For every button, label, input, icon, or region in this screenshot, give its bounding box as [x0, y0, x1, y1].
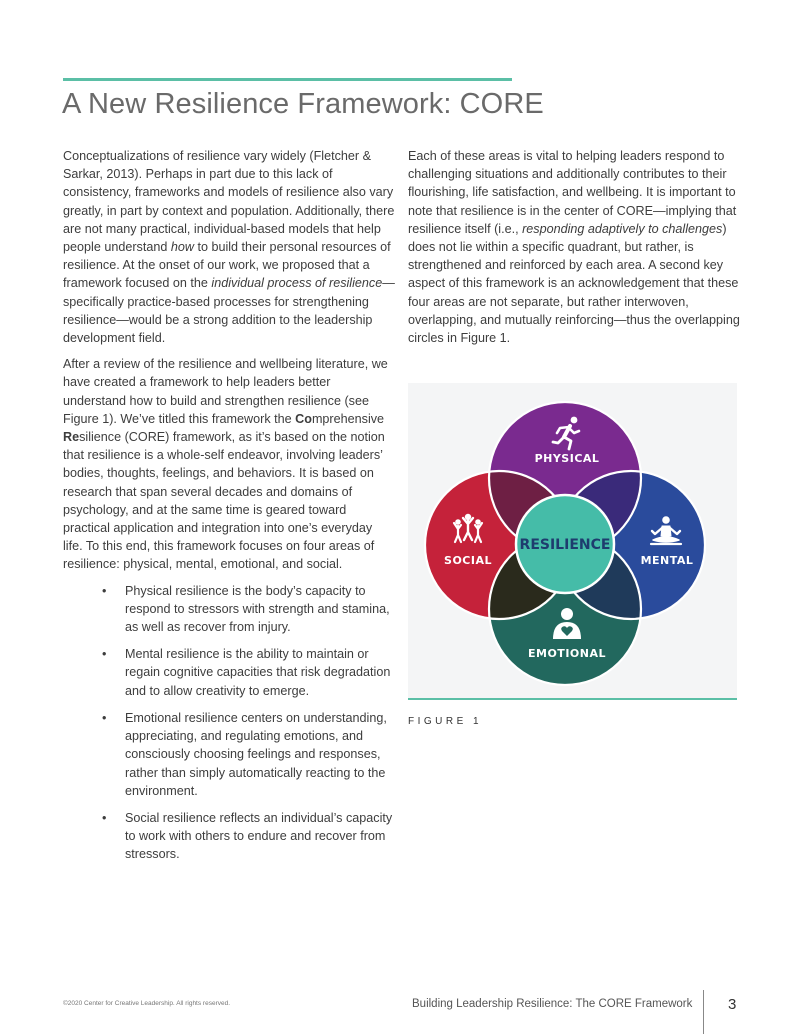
text-run: Conceptualizations of resilience vary widely (Fletcher & Sarkar, 2013). Perhaps in part due to this lack of consistency, frameworks and models of resilience also vary greatly, in part by context and population. Additionally, there are not many practical, individual-based models that help people understand [63, 149, 395, 255]
label-physical: PHYSICAL [534, 452, 600, 465]
text-run: silience (CORE) framework, as it’s based on the notion that resilience is a whole-self endeavor, involving leaders’ bodies, thoughts, feelings, and behaviors. It is based on research that span several decades and domains of psychology, and at the same time is geared toward practical application and integration into one’s everyday life. To this end, this framework focuses on four areas of resilience: physical, mental, emotional, and social. [63, 430, 385, 572]
figure-rule [408, 698, 737, 700]
title-rule [63, 78, 512, 81]
footer-document-title: Building Leadership Resilience: The CORE Framework [412, 998, 693, 1010]
text-run: After a review of the resilience and wellbeing literature, we have created a framework to help leaders better understand how to build and strengthen resilience (see Figure 1). We’ve titled this framework the [63, 357, 388, 426]
text-run: mprehensive [311, 411, 385, 426]
figure-1 [408, 383, 737, 698]
text-run: ) does not lie within a specific quadrant, but rather, is strengthened and reinforced by each area. A second key aspect of this framework is an acknowledgement that these four areas are not separate, but rather interwoven, overlapping, and mutually reinforcing—thus the overlapping circles in Figure 1. [408, 221, 740, 346]
list-item-physical: • Physical resilience is the body’s capacity to respond to stressors with strength and stamina, as well as recover from injury. [125, 582, 393, 637]
text-run: how [170, 240, 194, 255]
text-run: Each of these areas is vital to helping leaders respond to challenging situations and additionally contributes to their flourishing, life satisfaction, and wellbeing. It is important to note that resilience is in the center of CORE—implying that resilience itself (i.e., [408, 149, 737, 236]
text-run: individual process of resilience [211, 276, 383, 291]
right-paragraph-1 [408, 147, 740, 347]
label-emotional: EMOTIONAL [528, 647, 606, 660]
left-column [63, 147, 395, 873]
list-item-emotional: • Emotional resilience centers on understanding, appreciating, and regulating emotions, and consciously choosing feelings and responses, rather than simply automatically reacting to the environment. [125, 709, 393, 800]
resilience-areas-list [63, 582, 395, 864]
page-title: A New Resilience Framework: CORE [62, 88, 544, 120]
core-framework-diagram [408, 383, 737, 698]
figure-caption: FIGURE 1 [408, 716, 483, 727]
label-mental: MENTAL [640, 554, 694, 567]
footer-copyright: ©2020 Center for Creative Leadership. All rights reserved. [63, 1000, 231, 1007]
list-item-mental: • Mental resilience is the ability to maintain or regain cognitive capacities that risk degradation and to allow creativity to emerge. [125, 645, 393, 700]
footer-divider [703, 990, 704, 1034]
text-run: —specifically practice-based processes for strengthening resilience—would be a strong addition to the leadership development field. [63, 276, 395, 346]
left-paragraph-1 [63, 147, 395, 347]
text-run: Re [63, 430, 80, 445]
text-run: responding adaptively to challenges [522, 221, 723, 236]
text-run: Co [295, 411, 312, 426]
text-run: to build their personal resources of resilience. At the onset of our work, we proposed that a framework focused on the [63, 240, 391, 291]
left-paragraph-2 [63, 355, 395, 573]
right-column [408, 147, 740, 355]
list-item-social: • Social resilience reflects an individual’s capacity to work with others to endure and recover from stressors. [125, 809, 393, 864]
page-number: 3 [728, 996, 737, 1013]
resilience-label: RESILIENCE [519, 537, 611, 553]
label-social: SOCIAL [444, 554, 492, 567]
